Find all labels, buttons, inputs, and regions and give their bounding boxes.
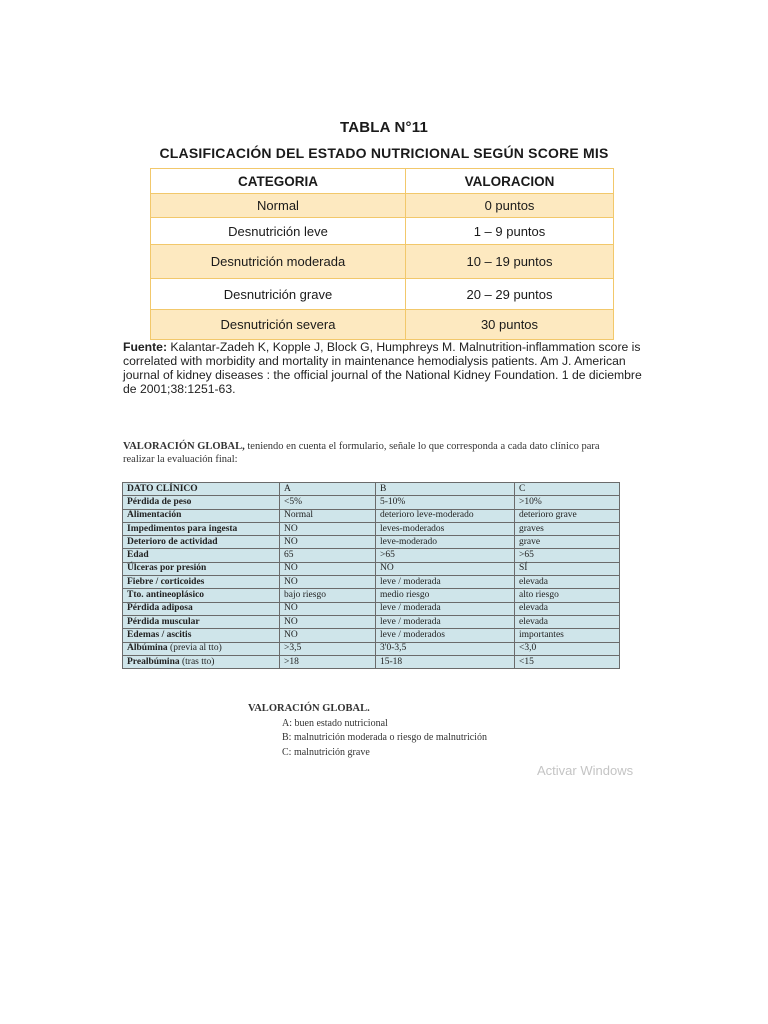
global-assessment-intro (123, 440, 633, 466)
cell-b: >65 (376, 549, 515, 562)
table-row (123, 536, 620, 549)
cell-c: elevada (515, 602, 620, 615)
cell-categoria: Desnutrición grave (151, 279, 406, 310)
cell-a: NO (280, 576, 376, 589)
table-row (123, 509, 620, 522)
cell-c: deterioro grave (515, 509, 620, 522)
cell-a: NO (280, 602, 376, 615)
cell-a: Normal (280, 509, 376, 522)
column-header-c: C (515, 483, 620, 496)
cell-dato (123, 602, 280, 615)
column-header-a: A (280, 483, 376, 496)
table-row (151, 245, 614, 279)
cell-a: 65 (280, 549, 376, 562)
legend-item-b: B: malnutrición moderada o riesgo de malnutrición (282, 732, 487, 743)
cell-dato (123, 522, 280, 535)
cell-b: leve-moderado (376, 536, 515, 549)
cell-dato (123, 562, 280, 575)
cell-b: 5-10% (376, 496, 515, 509)
dato-label: Tto. antineoplásico (127, 590, 205, 601)
dato-label: Fiebre / corticoides (127, 576, 205, 587)
cell-b: leve / moderada (376, 615, 515, 628)
dato-label: Pérdida adiposa (127, 603, 193, 614)
dato-label: Deterioro de actividad (127, 536, 218, 547)
table-row (123, 549, 620, 562)
table-row (123, 589, 620, 602)
table-row (123, 576, 620, 589)
cell-b: medio riesgo (376, 589, 515, 602)
global-assessment-table (122, 482, 620, 669)
cell-c: SÍ (515, 562, 620, 575)
cell-c: elevada (515, 615, 620, 628)
dato-label: Albúmina (127, 643, 168, 654)
cell-c: >10% (515, 496, 620, 509)
column-header-b: B (376, 483, 515, 496)
dato-label: Pérdida de peso (127, 496, 192, 507)
cell-b: NO (376, 562, 515, 575)
cell-c: alto riesgo (515, 589, 620, 602)
cell-a: bajo riesgo (280, 589, 376, 602)
cell-c: >65 (515, 549, 620, 562)
legend-item-a: A: buen estado nutricional (282, 717, 388, 729)
intro-text: teniendo en cuenta el formulario, señale lo que corresponda a cada dato clínico para realizar la evaluación final: (123, 441, 600, 465)
source-label: Fuente: (123, 340, 168, 354)
intro-bold: VALORACIÓN GLOBAL, (123, 441, 245, 452)
cell-c: importantes (515, 629, 620, 642)
cell-valoracion: 1 – 9 puntos (406, 218, 614, 245)
cell-c: <3,0 (515, 642, 620, 655)
cell-dato (123, 536, 280, 549)
table-row (123, 496, 620, 509)
activation-watermark: Activar Windows (537, 763, 634, 778)
table-row (151, 279, 614, 310)
column-header-dato: DATO CLÍNICO (123, 483, 280, 496)
cell-a: >18 (280, 655, 376, 668)
dato-label: Edad (127, 550, 149, 561)
cell-valoracion: 10 – 19 puntos (406, 245, 614, 279)
source-citation (123, 340, 643, 396)
dato-note: (tras tto) (179, 656, 215, 667)
cell-b: 15-18 (376, 655, 515, 668)
table-header-row (151, 169, 614, 194)
table-row (151, 194, 614, 218)
cell-c: <15 (515, 655, 620, 668)
table-row (123, 562, 620, 575)
cell-c: elevada (515, 576, 620, 589)
cell-b: leve / moderados (376, 629, 515, 642)
table-row (151, 218, 614, 245)
cell-dato (123, 576, 280, 589)
cell-valoracion: 20 – 29 puntos (406, 279, 614, 310)
mis-classification-table (150, 168, 614, 340)
cell-dato (123, 642, 280, 655)
table-row (123, 642, 620, 655)
dato-label: Alimentación (127, 510, 182, 521)
cell-a: <5% (280, 496, 376, 509)
cell-a: NO (280, 629, 376, 642)
cell-b: leve / moderada (376, 576, 515, 589)
dato-note: (previa al tto) (167, 643, 222, 654)
cell-b: leves-moderados (376, 522, 515, 535)
cell-dato (123, 615, 280, 628)
table-row (123, 655, 620, 668)
cell-a: NO (280, 562, 376, 575)
cell-categoria: Desnutrición severa (151, 310, 406, 340)
cell-c: graves (515, 522, 620, 535)
table-row (123, 602, 620, 615)
table-header-row (123, 483, 620, 496)
cell-categoria: Desnutrición moderada (151, 245, 406, 279)
cell-categoria: Desnutrición leve (151, 218, 406, 245)
cell-b: 3'0-3,5 (376, 642, 515, 655)
cell-dato (123, 655, 280, 668)
column-header-categoria: CATEGORIA (151, 169, 406, 194)
cell-dato (123, 549, 280, 562)
cell-dato (123, 629, 280, 642)
table-row (123, 522, 620, 535)
source-text: Kalantar-Zadeh K, Kopple J, Block G, Humphreys M. Malnutrition-inflammation score is correlated with morbidity and mortality in maintenance hemodialysis patients. Am J. American journal of kidney diseases : the official journal of the National Kidney Foundation. 1 de diciembre de 2001;38:1251-63. (123, 340, 642, 396)
cell-a: NO (280, 615, 376, 628)
cell-valoracion: 30 puntos (406, 310, 614, 340)
legend-title: VALORACIÓN GLOBAL. (248, 703, 370, 714)
cell-a: >3,5 (280, 642, 376, 655)
table-row (151, 310, 614, 340)
cell-c: grave (515, 536, 620, 549)
column-header-valoracion: VALORACION (406, 169, 614, 194)
cell-b: deterioro leve-moderado (376, 509, 515, 522)
dato-label: Pérdida muscular (127, 616, 200, 627)
cell-valoracion: 0 puntos (406, 194, 614, 218)
table-11-title: TABLA N°11 (339, 119, 428, 136)
cell-dato (123, 509, 280, 522)
dato-label: Úlceras por presión (127, 563, 207, 574)
cell-categoria: Normal (151, 194, 406, 218)
table-row (123, 615, 620, 628)
table-11-subtitle: CLASIFICACIÓN DEL ESTADO NUTRICIONAL SEGÚN SCORE MIS (159, 145, 609, 161)
cell-a: NO (280, 522, 376, 535)
cell-dato (123, 496, 280, 509)
cell-a: NO (280, 536, 376, 549)
cell-b: leve / moderada (376, 602, 515, 615)
cell-dato (123, 589, 280, 602)
global-assessment-legend (248, 702, 487, 760)
legend-item-c: C: malnutrición grave (282, 746, 370, 758)
table-row (123, 629, 620, 642)
dato-label: Edemas / ascitis (127, 629, 192, 640)
dato-label: Prealbúmina (127, 656, 180, 667)
dato-label: Impedimentos para ingesta (127, 523, 238, 534)
